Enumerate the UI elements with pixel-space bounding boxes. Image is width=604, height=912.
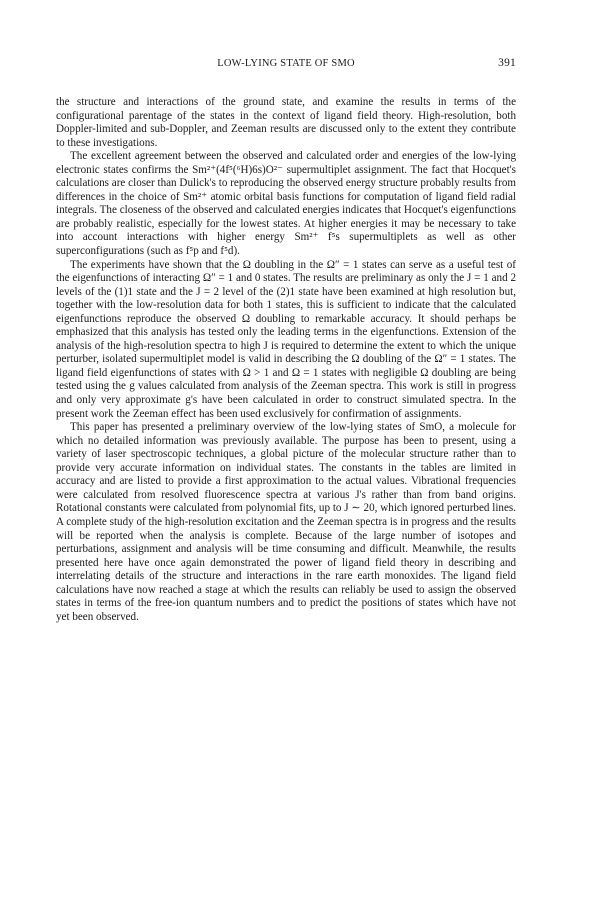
paragraph-omega-doubling: The experiments have shown that the Ω doubling in the Ω″ = 1 states can serve as a useful test of the eigenfunctions of interacting Ω″ = 1 and 0 states. The results are preliminary as only the J = 1 and 2 levels of the (1)1 state and the J = 2 level of the (2)1 state have been examined at high resolution but, together with the low-resolution data for both 1 states, this is sufficient to indicate that the calculated eigenfunctions reproduce the observed Ω doubling to remarkable accuracy. It should perhaps be emphasized that this analysis has tested only the leading terms in the eigenfunctions. Extension of the analysis of the high-resolution spectra to high J is required to determine the extent to which the unique perturber, isolated supermultiplet model is valid in describing the Ω doubling of the Ω″ = 1 states. The ligand field eigenfunctions of states with Ω > 1 and Ω = 1 states with negligible Ω doubling are being tested using the g values calculated from analysis of the Zeeman spectra. This work is still in progress and only very approximate g's have been calculated in order to construct simulated spectra. In the present work the Zeeman effect has been used exclusively for confirmation of assignments. bbox=[56, 258, 516, 420]
page-header bbox=[56, 58, 516, 74]
paragraph-continuation: the structure and interactions of the ground state, and examine the results in terms of the configurational parentage of the states in the context of ligand field theory. High-resolution, both Doppler-limited and sub-Doppler, and Zeeman results are discussed only to the extent they contribute to these investigations. bbox=[56, 96, 516, 149]
running-title: LOW-LYING STATE OF SMO bbox=[217, 58, 355, 69]
paragraph-supermultiplet: The excellent agreement between the observed and calculated order and energies of the low-lying electronic states confirms the Sm²⁺(4f⁵(⁶H)6s)O²⁻ supermultiplet assignment. The fact that Hocquet's calculations are closer than Dulick's to reproducing the observed energy structure probably results from differences in the choice of Sm²⁺ atomic orbital basis functions for computation of ligand field radial integrals. The closeness of the observed and calculated energies indicates that Hocquet's eigenfunctions are probably realistic, especially for the lowest states. At higher energies it may be necessary to take into account interactions with higher energy Sm²⁺ f⁵s supermultiplets as well as other superconfigurations (such as f⁵p and f⁵d). bbox=[56, 150, 516, 258]
body-text bbox=[56, 96, 516, 624]
paragraph-conclusion: This paper has presented a preliminary overview of the low-lying states of SmO, a molecule for which no detailed information was previously available. The purpose has been to present, using a variety of laser spectroscopic techniques, a global picture of the molecular structure rather than to provide very accurate information on individual states. The constants in the tables are limited in accuracy and are listed to provide a first approximation to the actual values. Vibrational frequencies were calculated from resolved fluorescence spectra at various J's rather than from band origins. Rotational constants were calculated from polynomial fits, up to J ∼ 20, which ignored perturbed lines. A complete study of the high-resolution excitation and the Zeeman spectra is in progress and the results will be reported when the analysis is complete. Because of the large number of isotopes and perturbations, assignment and analysis will be time consuming and difficult. Meanwhile, the results presented here have once again demonstrated the power of ligand field theory in describing and interrelating details of the structure and interactions in the rare earth monoxides. The ligand field calculations have now reached a stage at which the results can reliably be used to assign the observed states in terms of the free-ion quantum numbers and to predict the positions of states which have not yet been observed. bbox=[56, 421, 516, 623]
page-number: 391 bbox=[498, 57, 516, 69]
